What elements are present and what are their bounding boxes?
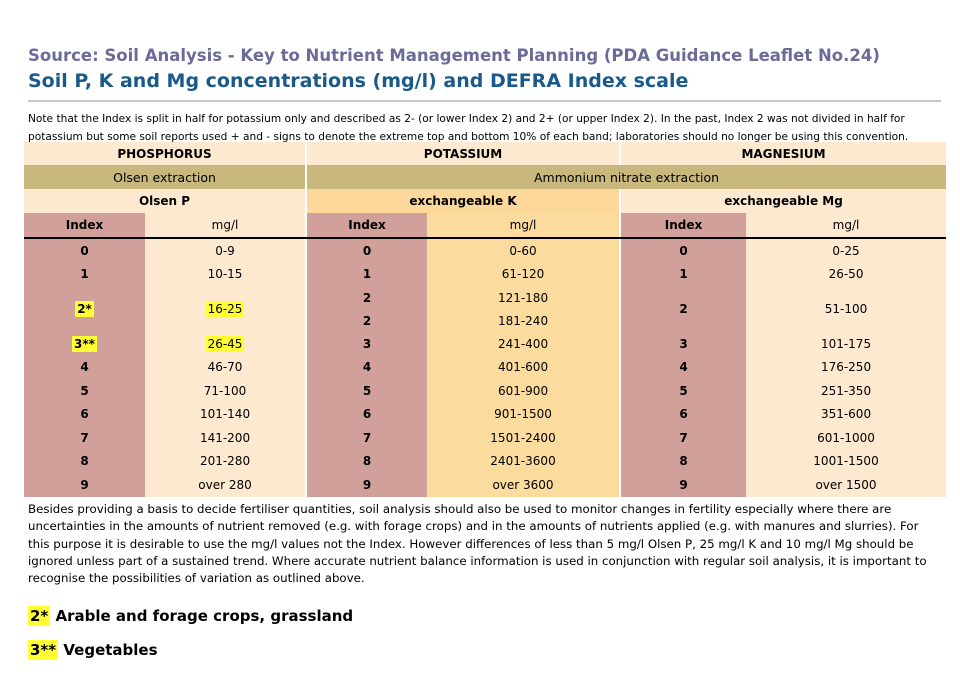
column-header-unit: mg/l [145,213,306,238]
mg-value-cell: 0-25 [746,238,946,263]
p-value-cell [145,286,306,332]
k-index-cell: 6 [306,403,427,427]
p-value-cell: over 280 [145,473,306,497]
footnote-arable [28,607,353,625]
title-divider [28,100,941,102]
k-value-cell: 121-180 [427,286,620,309]
p-value-cell: 101-140 [145,403,306,427]
k-value-cell: 401-600 [427,356,620,380]
table-row [24,286,946,309]
exchangeable-mg-label: exchangeable Mg [620,189,946,213]
footnote-text: Arable and forage crops, grassland [55,607,354,625]
k-index-cell: 1 [306,263,427,287]
p-value-cell: 10-15 [145,263,306,287]
mg-index-cell: 7 [620,426,746,450]
olsen-extraction-label: Olsen extraction [24,165,306,189]
k-index-cell: 5 [306,379,427,403]
k-value-cell: 601-900 [427,379,620,403]
mg-index-cell: 3 [620,332,746,356]
mg-index-cell: 8 [620,450,746,474]
potassium-header: POTASSIUM [306,142,620,165]
table-row [24,426,946,450]
k-index-cell: 2 [306,309,427,332]
mg-value-cell: 1001-1500 [746,450,946,474]
ammonium-extraction-label: Ammonium nitrate extraction [306,165,946,189]
phosphorus-header: PHOSPHORUS [24,142,306,165]
column-header-index: Index [306,213,427,238]
page-title: Soil P, K and Mg concentrations (mg/l) and DEFRA Index scale [28,70,689,92]
nutrient-header-row [24,142,946,165]
k-value-cell: 241-400 [427,332,620,356]
k-value-cell: 1501-2400 [427,426,620,450]
column-header-unit: mg/l [427,213,620,238]
footnote-vegetables [28,641,158,659]
exchangeable-k-label: exchangeable K [306,189,620,213]
mg-index-cell: 0 [620,238,746,263]
fertility-paragraph: Besides providing a basis to decide fertiliser quantities, soil analysis should also be used to monitor changes in fertility especially where there are uncertainties in the amounts of nutrient removed (e.g. with forage crops) and in the amounts of nutrients applied (e.g. with manures and slurries). For this purpose it is desirable to use the mg/l values not the Index. However differences of less than 5 mg/l Olsen P, 25 mg/l K and 10 mg/l Mg should be ignored unless part of a sustained trend. Where accurate nutrient balance information is used in conjunction with regular soil analysis, it is important to recognise the possibilities of variation as outlined above. [28,502,927,586]
k-value-cell: 901-1500 [427,403,620,427]
k-value-cell: 0-60 [427,238,620,263]
mg-value-cell: 601-1000 [746,426,946,450]
mg-value-cell: 351-600 [746,403,946,427]
p-index-cell: 6 [24,403,145,427]
mg-index-cell: 4 [620,356,746,380]
table-row [24,473,946,497]
mg-value-cell: 176-250 [746,356,946,380]
column-header-index: Index [24,213,145,238]
mg-index-cell: 9 [620,473,746,497]
mg-value-cell: 251-350 [746,379,946,403]
p-index-cell: 0 [24,238,145,263]
mg-value-cell: 26-50 [746,263,946,287]
source-line: Source: Soil Analysis - Key to Nutrient Management Planning (PDA Guidance Leaflet No.24) [28,46,880,65]
olsen-p-label: Olsen P [24,189,306,213]
k-value-cell: 61-120 [427,263,620,287]
k-value-cell: 2401-3600 [427,450,620,474]
footnote-mark: 3** [30,641,57,659]
p-index-cell: 9 [24,473,145,497]
p-value-cell: 141-200 [145,426,306,450]
p-index-cell: 7 [24,426,145,450]
p-index-cell [24,286,145,332]
table-row [24,403,946,427]
measure-row [24,189,946,213]
k-index-cell: 9 [306,473,427,497]
k-index-cell: 7 [306,426,427,450]
table-row [24,263,946,287]
mg-value-cell: over 1500 [746,473,946,497]
table-row [24,450,946,474]
p-index-cell: 4 [24,356,145,380]
k-index-cell: 0 [306,238,427,263]
k-value-cell: 181-240 [427,309,620,332]
mg-index-cell: 5 [620,379,746,403]
highlighted-index: 3** [74,336,95,351]
p-value-cell: 71-100 [145,379,306,403]
p-index-cell: 8 [24,450,145,474]
column-header-index: Index [620,213,746,238]
table-row [24,379,946,403]
table-row [24,356,946,380]
extraction-row [24,165,946,189]
highlighted-value: 16-25 [207,302,243,316]
p-index-cell: 5 [24,379,145,403]
p-index-cell [24,332,145,356]
k-index-cell: 4 [306,356,427,380]
k-index-cell: 2 [306,286,427,309]
mg-value-cell: 101-175 [746,332,946,356]
index-note: Note that the Index is split in half for potassium only and described as 2- (or lower Index 2) and 2+ (or upper Index 2). In the past, Index 2 was not divided in half for potassium but some soil reports used + and - signs to denote the extreme top and bottom 10% of each band; laboratories should no longer be using this convention. [28,113,909,143]
k-value-cell: over 3600 [427,473,620,497]
p-value-cell: 0-9 [145,238,306,263]
magnesium-header: MAGNESIUM [620,142,946,165]
k-index-cell: 3 [306,332,427,356]
column-header-unit: mg/l [746,213,946,238]
table-row [24,332,946,356]
footnote-text: Vegetables [63,641,158,659]
table-row [24,238,946,263]
highlighted-value: 26-45 [207,336,243,351]
footnote-mark: 2* [30,607,49,625]
highlighted-index: 2* [77,302,92,316]
nutrient-index-table [24,142,946,497]
p-value-cell: 201-280 [145,450,306,474]
column-header-row [24,213,946,238]
mg-value-cell: 51-100 [746,286,946,332]
p-value-cell: 46-70 [145,356,306,380]
k-index-cell: 8 [306,450,427,474]
mg-index-cell: 6 [620,403,746,427]
p-index-cell: 1 [24,263,145,287]
p-value-cell [145,332,306,356]
mg-index-cell: 1 [620,263,746,287]
mg-index-cell: 2 [620,286,746,332]
